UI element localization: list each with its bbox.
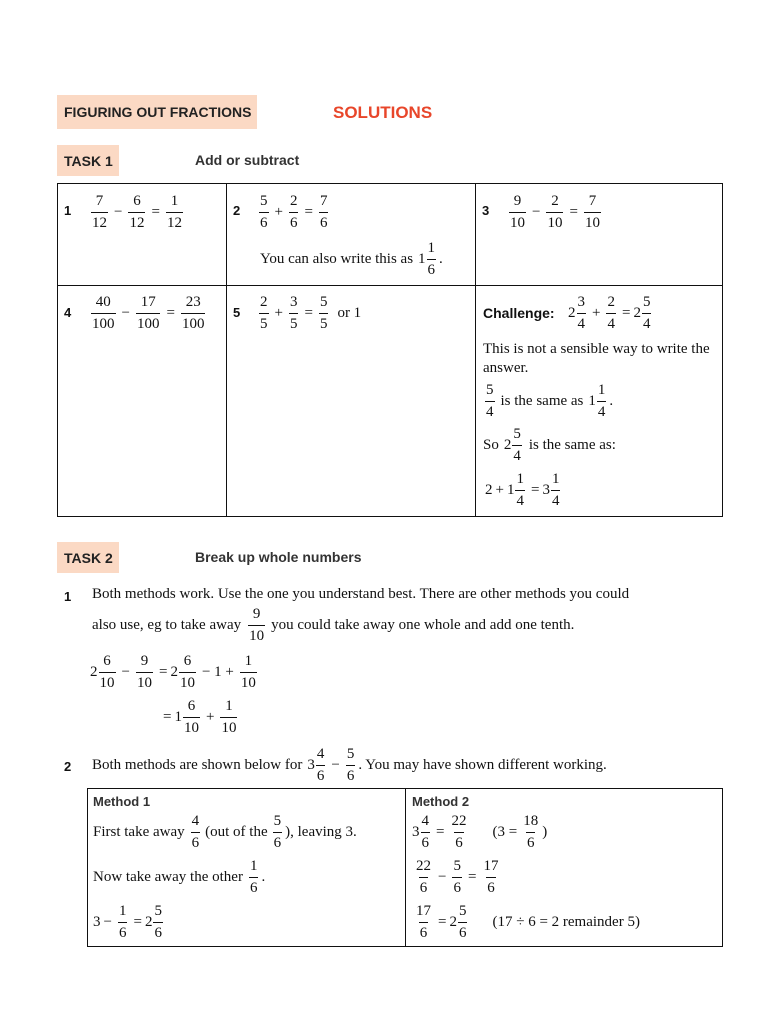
q1-number: 1 xyxy=(64,203,72,218)
q5-number: 5 xyxy=(233,305,241,320)
m1r3-w: 2 xyxy=(144,913,153,930)
p2-line xyxy=(92,745,607,785)
ch-l4-op: + xyxy=(495,481,504,498)
p2-number: 2 xyxy=(64,759,72,774)
q4-a-num: 40 xyxy=(95,293,111,310)
q3-b-num: 2 xyxy=(551,192,559,209)
p1-line2-post: you could take away one whole and add one tenth. xyxy=(271,616,575,633)
ch-l3-num: 5 xyxy=(513,425,521,442)
ch-l4-w2: 3 xyxy=(542,481,550,498)
ch-n2: 2 xyxy=(607,293,615,310)
method1-row2 xyxy=(93,857,265,897)
ch-l2-fd: 4 xyxy=(597,401,607,420)
ch-l4-d: 4 xyxy=(515,490,525,509)
m2r2-n3: 17 xyxy=(483,857,499,874)
p1a-n4: 1 xyxy=(244,652,253,669)
q2-number: 2 xyxy=(233,203,241,218)
challenge-equation xyxy=(568,293,654,333)
q4-eq: = xyxy=(166,304,175,321)
task2-label: TASK 2 xyxy=(64,549,113,566)
m1r2-pre: Now take away the other xyxy=(93,868,243,885)
q1-a-num: 7 xyxy=(95,192,104,209)
ch-l4-n: 1 xyxy=(516,470,524,487)
q2-op: + xyxy=(274,203,283,220)
method2-row2 xyxy=(412,857,502,897)
p1a-n1: 6 xyxy=(103,652,111,669)
ch-l4-eq: = xyxy=(530,481,540,498)
task1-title: Add or subtract xyxy=(195,152,300,168)
challenge-line2 xyxy=(482,381,613,421)
p1b-op: + xyxy=(205,708,215,725)
q4-a-den: 100 xyxy=(91,313,116,332)
m1r1-d2: 6 xyxy=(273,832,283,851)
challenge-paragraph: This is not a sensible way to write the answer. xyxy=(483,341,710,376)
challenge-line3 xyxy=(483,425,616,465)
q5-equation xyxy=(256,293,361,333)
q3-a-den: 10 xyxy=(509,212,526,231)
methods-table-divider xyxy=(405,788,406,947)
q2-r-num: 7 xyxy=(319,192,328,209)
q5-eq: = xyxy=(304,304,313,321)
ch-l4-w: 1 xyxy=(506,481,515,498)
m2r3-eq: = xyxy=(438,913,447,930)
p1-line1: Both methods work. Use the one you understand best. There are other methods you could xyxy=(92,586,630,602)
challenge-line4 xyxy=(485,470,563,510)
m2r3-d2: 6 xyxy=(458,922,468,941)
solutions-heading: SOLUTIONS xyxy=(333,103,433,122)
p1a-d1: 10 xyxy=(99,672,116,691)
task1-table-col-divider-2 xyxy=(475,183,476,517)
ch-l3-pre: So xyxy=(483,436,499,453)
q2-note-num: 1 xyxy=(427,239,436,256)
ch-l3-whole: 2 xyxy=(503,436,512,453)
q4-b-den: 100 xyxy=(136,313,161,332)
m1r3-d: 6 xyxy=(118,922,128,941)
ch-n1: 3 xyxy=(577,293,585,310)
ch-eq: = xyxy=(621,304,631,321)
p1b-eq: = xyxy=(163,708,172,725)
ch-w3: 2 xyxy=(633,304,641,321)
ch-l2-den: 4 xyxy=(485,401,495,420)
m2r2-d2: 6 xyxy=(452,877,462,896)
p1a-op2: − 1 + xyxy=(201,663,234,680)
m1r3-a: 3 xyxy=(93,913,101,930)
q2-note xyxy=(260,239,443,279)
p1-equation-a xyxy=(90,652,260,692)
p2-whole: 3 xyxy=(307,756,315,773)
m2r3-w: 2 xyxy=(449,913,457,930)
q1-r-den: 12 xyxy=(166,212,183,231)
q2-a-num: 5 xyxy=(260,192,268,209)
p1a-w1: 2 xyxy=(90,663,98,680)
q4-r-num: 23 xyxy=(185,293,201,310)
p1b-w1: 1 xyxy=(174,708,182,725)
m1r3-eq: = xyxy=(133,913,142,930)
p1b-d2: 10 xyxy=(220,717,237,736)
q1-r-num: 1 xyxy=(170,192,179,209)
m1r3-op: − xyxy=(103,913,112,930)
ch-d2: 4 xyxy=(606,313,616,332)
p1a-op1: − xyxy=(121,663,130,680)
m2r1-d3: 6 xyxy=(526,832,536,851)
q3-a-num: 9 xyxy=(513,192,522,209)
task1-table-row-divider xyxy=(57,285,723,286)
q5-r-den: 5 xyxy=(319,313,329,332)
ch-l4-n2: 1 xyxy=(551,470,560,487)
m2r2-op: − xyxy=(438,868,447,885)
ch-l3-post: is the same as: xyxy=(528,436,616,453)
q1-b-num: 6 xyxy=(133,192,141,209)
q2-b-num: 2 xyxy=(289,192,298,209)
p2-n2: 5 xyxy=(346,745,355,762)
ch-op: + xyxy=(592,304,601,321)
q3-r-num: 7 xyxy=(588,192,597,209)
q5-a-num: 2 xyxy=(260,293,268,310)
q3-eq: = xyxy=(569,203,578,220)
q1-a-den: 12 xyxy=(91,212,108,231)
task1-tag xyxy=(57,145,119,176)
m1r1-d: 6 xyxy=(191,832,201,851)
q3-number: 3 xyxy=(482,203,490,218)
method2-title: Method 2 xyxy=(412,794,470,809)
ch-d1: 4 xyxy=(577,313,587,332)
p1a-d3: 10 xyxy=(179,672,196,691)
q2-equation xyxy=(256,192,331,232)
ch-d3: 4 xyxy=(642,313,652,332)
ch-l2-fn: 1 xyxy=(597,381,606,398)
q3-equation xyxy=(506,192,604,232)
m2r2-n1: 22 xyxy=(416,857,431,874)
m2r1-d2: 6 xyxy=(454,832,464,851)
method2-row3 xyxy=(412,902,640,942)
m1r1-mid: (out of the xyxy=(205,823,268,840)
q2-note-den: 6 xyxy=(427,259,437,278)
p1-line2-num: 9 xyxy=(252,605,261,622)
q5-b-num: 3 xyxy=(289,293,298,310)
m2r1-eq: = xyxy=(436,823,445,840)
m1r1-n2: 5 xyxy=(273,812,282,829)
task2-title: Break up whole numbers xyxy=(195,549,362,565)
q2-note-whole: 1 xyxy=(418,250,426,267)
p1-number: 1 xyxy=(64,589,72,604)
p2-d2: 6 xyxy=(346,765,356,784)
q1-op: − xyxy=(114,203,123,220)
ch-l2-mid: is the same as xyxy=(500,392,584,409)
method1-title: Method 1 xyxy=(93,794,151,809)
ch-l2-whole: 1 xyxy=(588,392,596,409)
worksheet-title: FIGURING OUT FRACTIONS xyxy=(64,104,252,120)
p2-d1: 6 xyxy=(316,765,326,784)
m2r2-d3: 6 xyxy=(486,877,496,896)
m2r1-n3: 18 xyxy=(523,812,539,829)
m2r2-eq: = xyxy=(467,868,477,885)
q1-eq: = xyxy=(151,203,160,220)
m1r1-post: ), leaving 3. xyxy=(285,823,357,840)
task1-table-col-divider-1 xyxy=(226,183,227,517)
q4-equation xyxy=(88,293,208,333)
m1r2-n: 1 xyxy=(249,857,258,874)
m1r3-d2: 6 xyxy=(153,922,163,941)
m2r1-paren: (3 = xyxy=(492,823,518,840)
p2-op: − xyxy=(331,756,340,773)
m1r1-pre: First take away xyxy=(93,823,185,840)
m2r2-d1: 6 xyxy=(419,877,429,896)
q1-equation xyxy=(88,192,186,232)
m1r3-n2: 5 xyxy=(154,902,162,919)
m2r3-d1: 6 xyxy=(419,922,429,941)
p1b-n1: 6 xyxy=(187,697,196,714)
method1-row1 xyxy=(93,812,357,852)
m2r3-note: (17 ÷ 6 = 2 remainder 5) xyxy=(492,913,640,930)
q3-r-den: 10 xyxy=(584,212,601,231)
q2-eq: = xyxy=(304,203,313,220)
p1a-n3: 6 xyxy=(183,652,192,669)
q2-note-end: . xyxy=(439,250,443,267)
p1a-d2: 10 xyxy=(136,672,153,691)
m1r1-n: 4 xyxy=(191,812,200,829)
q2-b-den: 6 xyxy=(289,212,299,231)
m2r1-n2: 22 xyxy=(451,812,467,829)
ch-l2-num: 5 xyxy=(486,381,494,398)
p1a-d4: 10 xyxy=(240,672,257,691)
p1-line2 xyxy=(92,605,574,645)
q3-op: − xyxy=(532,203,541,220)
m2r3-n2: 5 xyxy=(458,902,467,919)
p2-pre: Both methods are shown below for xyxy=(92,756,303,773)
method1-row3 xyxy=(93,902,166,942)
m2r2-n2: 5 xyxy=(453,857,461,874)
ch-l4-d2: 4 xyxy=(551,490,561,509)
q5-op: + xyxy=(274,304,283,321)
ch-w1: 2 xyxy=(568,304,576,321)
q4-b-num: 17 xyxy=(140,293,156,310)
m2r1-w: 3 xyxy=(412,823,420,840)
m1r3-n: 1 xyxy=(118,902,127,919)
ch-l3-den: 4 xyxy=(512,445,522,464)
m1r2-d: 6 xyxy=(249,877,259,896)
q4-number: 4 xyxy=(64,305,72,320)
q2-r-den: 6 xyxy=(319,212,329,231)
p1a-w3: 2 xyxy=(170,663,178,680)
q5-tail: or 1 xyxy=(337,304,362,321)
challenge-label: Challenge: xyxy=(483,305,555,321)
m2r1-n: 4 xyxy=(421,812,429,829)
ch-l2-end: . xyxy=(609,392,614,409)
q5-a-den: 5 xyxy=(259,313,269,332)
p1a-eq: = xyxy=(158,663,168,680)
m2r1-d: 6 xyxy=(421,832,431,851)
m2r1-close: ) xyxy=(542,823,548,840)
m2r3-n1: 17 xyxy=(416,902,431,919)
q5-r-num: 5 xyxy=(319,293,328,310)
ch-n3: 5 xyxy=(642,293,651,310)
q3-b-den: 10 xyxy=(546,212,563,231)
q2-note-text: You can also write this as xyxy=(260,250,414,267)
p1b-d1: 10 xyxy=(183,717,200,736)
worksheet-title-tag xyxy=(57,95,257,129)
task1-label: TASK 1 xyxy=(64,152,113,169)
p1a-n2: 9 xyxy=(140,652,149,669)
p2-post: . You may have shown different working. xyxy=(358,756,607,773)
m1r2-end: . xyxy=(261,868,266,885)
p1-line2-den: 10 xyxy=(248,625,265,644)
q4-r-den: 100 xyxy=(181,313,206,332)
p1b-n2: 1 xyxy=(225,697,233,714)
p1-equation-b xyxy=(160,697,240,737)
q5-b-den: 5 xyxy=(289,313,299,332)
p2-n1: 4 xyxy=(316,745,325,762)
task2-tag xyxy=(57,542,119,573)
ch-l4-a: 2 xyxy=(485,481,493,498)
method2-row1 xyxy=(412,812,547,852)
q4-op: − xyxy=(121,304,130,321)
q1-b-den: 12 xyxy=(128,212,145,231)
p1-line2-pre: also use, eg to take away xyxy=(92,616,242,633)
q2-a-den: 6 xyxy=(259,212,269,231)
